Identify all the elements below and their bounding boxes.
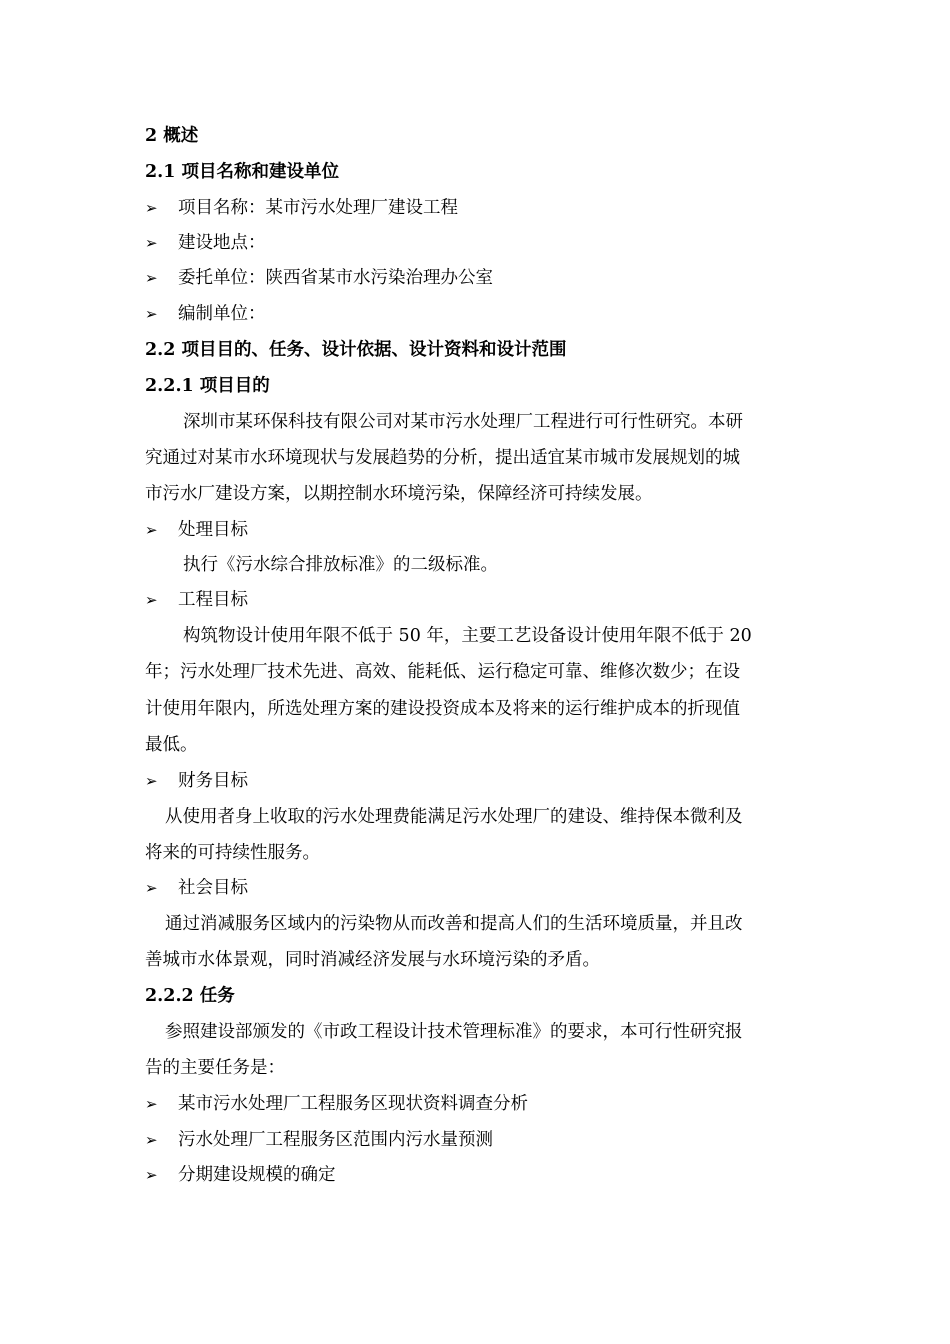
arrow-bullet-icon: ➢	[145, 269, 158, 287]
bullet-item-treatment-goal	[145, 518, 810, 542]
paragraph-line: 通过消减服务区域内的污染物从而改善和提高人们的生活环境质量，并且改	[165, 914, 743, 934]
bullet-item-editor	[145, 302, 810, 326]
section-heading-2-1: 2.1 项目名称和建设单位	[145, 162, 340, 182]
paragraph-line: 告的主要任务是：	[145, 1058, 285, 1078]
paragraph-line: 年；污水处理厂技术先进、高效、能耗低、运行稳定可靠、维修次数少；在设	[145, 662, 740, 682]
paragraph-line: 将来的可持续性服务。	[145, 843, 320, 863]
bullet-text: 项目名称：某市污水处理厂建设工程	[178, 198, 458, 218]
bullet-item-social-goal	[145, 876, 810, 900]
bullet-text: 委托单位：陕西省某市水污染治理办公室	[178, 268, 493, 288]
bullet-text: 分期建设规模的确定	[178, 1165, 336, 1185]
section-heading-2: 2 概述	[145, 126, 199, 146]
arrow-bullet-icon: ➢	[145, 234, 158, 252]
bullet-item-location	[145, 231, 810, 255]
bullet-item-task	[145, 1128, 810, 1152]
paragraph-line: 构筑物设计使用年限不低于 50 年，主要工艺设备设计使用年限不低于 20	[183, 626, 752, 646]
paragraph-line: 最低。	[145, 735, 198, 755]
bullet-text: 处理目标	[178, 520, 248, 540]
arrow-bullet-icon: ➢	[145, 772, 158, 790]
paragraph-line: 究通过对某市水环境现状与发展趋势的分析，提出适宜某市城市发展规划的城	[145, 448, 740, 468]
arrow-bullet-icon: ➢	[145, 305, 158, 323]
bullet-text: 工程目标	[178, 590, 248, 610]
paragraph-line: 深圳市某环保科技有限公司对某市污水处理厂工程进行可行性研究。本研	[183, 412, 743, 432]
bullet-text: 某市污水处理厂工程服务区现状资料调查分析	[178, 1094, 528, 1114]
paragraph-line: 善城市水体景观，同时消减经济发展与水环境污染的矛盾。	[145, 950, 600, 970]
bullet-item-task	[145, 1092, 810, 1116]
arrow-bullet-icon: ➢	[145, 1095, 158, 1113]
arrow-bullet-icon: ➢	[145, 1166, 158, 1184]
bullet-item-task	[145, 1163, 810, 1187]
bullet-text: 建设地点：	[178, 233, 266, 253]
paragraph-line: 从使用者身上收取的污水处理费能满足污水处理厂的建设、维持保本微利及	[165, 807, 743, 827]
paragraph-line: 执行《污水综合排放标准》的二级标准。	[183, 555, 498, 575]
section-heading-2-2-2: 2.2.2 任务	[145, 986, 235, 1006]
arrow-bullet-icon: ➢	[145, 879, 158, 897]
paragraph-line: 市污水厂建设方案，以期控制水环境污染，保障经济可持续发展。	[145, 484, 653, 504]
bullet-text: 编制单位：	[178, 304, 266, 324]
arrow-bullet-icon: ➢	[145, 591, 158, 609]
arrow-bullet-icon: ➢	[145, 1131, 158, 1149]
arrow-bullet-icon: ➢	[145, 199, 158, 217]
bullet-item-finance-goal	[145, 769, 810, 793]
section-heading-2-2: 2.2 项目目的、任务、设计依据、设计资料和设计范围	[145, 340, 567, 360]
bullet-item-client	[145, 266, 810, 290]
arrow-bullet-icon: ➢	[145, 521, 158, 539]
bullet-text: 污水处理厂工程服务区范围内污水量预测	[178, 1130, 493, 1150]
paragraph-line: 计使用年限内，所选处理方案的建设投资成本及将来的运行维护成本的折现值	[145, 699, 740, 719]
section-heading-2-2-1: 2.2.1 项目目的	[145, 376, 270, 396]
bullet-item-project-name	[145, 196, 810, 220]
bullet-text: 社会目标	[178, 878, 248, 898]
paragraph-line: 参照建设部颁发的《市政工程设计技术管理标准》的要求，本可行性研究报	[165, 1022, 743, 1042]
bullet-text: 财务目标	[178, 771, 248, 791]
bullet-item-engineering-goal	[145, 588, 810, 612]
